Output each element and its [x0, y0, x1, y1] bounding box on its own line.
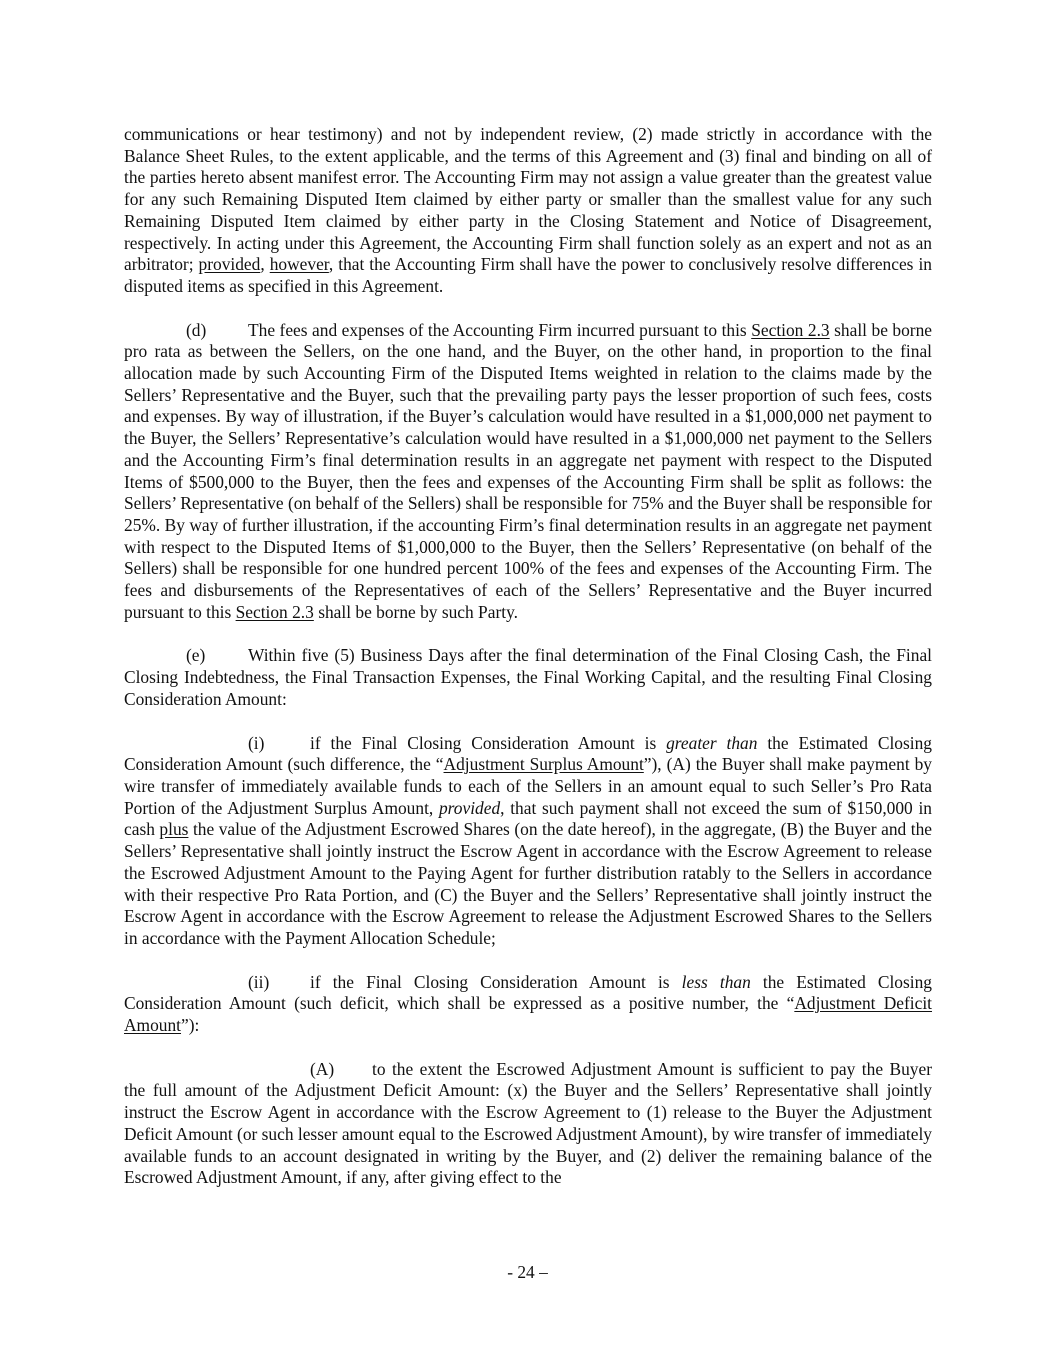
defined-term-adjustment-deficit-amount: Adjustment Deficit Amount [124, 993, 932, 1036]
italic-term: provided [438, 797, 501, 818]
clause-number: (d) [186, 319, 207, 340]
paragraph-text: the value of the Adjustment Escrowed Shares (on the date hereof), in the aggregate, (B) the Buyer and the Sellers’ Representative shall jointly instruct the Escrow Agent in accordance with the Escrow Agreement to release the Escrowed Adjustment Amount to the Paying Agent for further distribution ratably to the Sellers in accordance with their respective Pro Rata Portion, and (C) the Buyer and the Sellers’ Representative shall jointly instruct the Escrow Agent in accordance with the Escrow Agreement to release the Adjustment Escrowed Shares to the Sellers in accordance with the Payment Allocation Schedule; [124, 819, 932, 948]
underlined-term-provided: provided [198, 254, 261, 275]
defined-term-adjustment-surplus-amount: Adjustment Surplus Amount [443, 754, 644, 775]
paragraph-e-i [124, 733, 932, 950]
page-number: - 24 – [507, 1262, 548, 1282]
section-reference: Section 2.3 [235, 601, 314, 622]
italic-term: less than [681, 971, 751, 992]
paragraph-text: the Estimated Closing Consideration Amount (such deficit, which shall be expressed as a positive number, the “ [124, 971, 932, 1014]
clause-number: (i) [248, 732, 265, 753]
paragraph-text: , that the Accounting Firm shall have the power to conclusively resolve differences in disputed items as specified in this Agreement. [124, 254, 932, 296]
clause-number: (e) [186, 645, 206, 666]
paragraph-text: shall be borne by such Party. [313, 601, 518, 622]
italic-term: greater than [666, 732, 758, 753]
paragraph-text: The fees and expenses of the Accounting Firm incurred pursuant to this [248, 319, 752, 340]
paragraph-text: the Estimated Closing Consideration Amount (such difference, the “ [124, 732, 932, 775]
paragraph-text: ”): [181, 1015, 200, 1036]
paragraph-text: shall be borne pro rata as between the Sellers, on the one hand, and the Buyer, on the other hand, in proportion to the final allocation made by such Accounting Firm of the Disputed Items weighted in relation to the claims made by the Sellers’ Representative and the Buyer, such that the prevailing party pays the lesser proportion of such fees, costs and expenses. By way of illustration, if the Buyer’s calculation would have resulted in a $1,000,000 net payment to the Buyer, the Sellers’ Representative’s calculation would have resulted in a $1,000,000 net payment to the Sellers and the Accounting Firm’s final determination results in an aggregate net payment with respect to the Disputed Items of $500,000 to the Buyer, then the fees and expenses of the Accounting Firm shall be split as follows: the Sellers’ Representative (on behalf of the Sellers) shall be responsible for 75% and the Buyer shall be responsible for 25%. By way of further illustration, if the accounting Firm’s final determination results in an aggregate net payment with respect to the Disputed Items of $1,000,000 to the Buyer, then the Sellers’ Representative (on behalf of the Sellers) shall be responsible for one hundred percent 100% of the fees and expenses of the Accounting Firm. The fees and disbursements of the Representatives of each of the Sellers’ Representative and the Buyer incurred pursuant to this [124, 319, 933, 622]
paragraph-c-continued [124, 124, 932, 298]
paragraph-text: if the Final Closing Consideration Amount is [310, 971, 682, 992]
paragraph-text: if the Final Closing Consideration Amount is [310, 732, 667, 753]
underlined-term-however: however [269, 254, 329, 275]
document-page [124, 124, 932, 1211]
paragraph-e-ii [124, 972, 932, 1037]
clause-number: (ii) [248, 971, 270, 992]
paragraph-text: ”), (A) the Buyer shall make payment by wire transfer of immediately available funds to each of the Sellers in an amount equal to such Seller’s Pro Rata Portion of the Adjustment Surplus Amount, [124, 754, 932, 818]
underlined-term-plus: plus [159, 819, 189, 840]
paragraph-e [124, 645, 932, 710]
paragraph-e-ii-a [124, 1059, 932, 1189]
paragraph-d [124, 320, 932, 624]
paragraph-text: to the extent the Escrowed Adjustment Amount is sufficient to pay the Buyer the full amount of the Adjustment Deficit Amount: (x) the Buyer and the Sellers’ Representative shall jointly instruct the Escrow Agent in accordance with the Escrow Agreement to (1) release to the Buyer the Adjustment Deficit Amount (or such lesser amount equal to the Escrowed Adjustment Amount), by wire transfer of immediately available funds to an account designated in writing by the Buyer, and (2) deliver the remaining balance of the Escrowed Adjustment Amount, if any, after giving effect to the [124, 1058, 932, 1188]
paragraph-text: , that such payment shall not exceed the sum of $150,000 in cash [124, 797, 932, 840]
section-reference: Section 2.3 [751, 319, 830, 340]
paragraph-text: communications or hear testimony) and not by independent review, (2) made strictly in accordance with the Balance Sheet Rules, to the extent applicable, and the terms of this Agreement and (3) final and binding on all of the parties hereto absent manifest error. The Accounting Firm may not assign a value greater than the greatest value for any such Remaining Disputed Item claimed by either party or smaller than the smallest value for any such Remaining Disputed Item claimed by either party in the Closing Statement and Notice of Disagreement, respectively. In acting under this Agreement, the Accounting Firm shall function solely as an expert and not as an arbitrator; [124, 124, 932, 275]
paragraph-text: Within five (5) Business Days after the final determination of the Final Closing Cash, the Final Closing Indebtedness, the Final Transaction Expenses, the Final Working Capital, and the resulting Final Closing Consideration Amount: [124, 645, 932, 709]
clause-number: (A) [310, 1058, 335, 1079]
paragraph-text: , [260, 254, 270, 275]
